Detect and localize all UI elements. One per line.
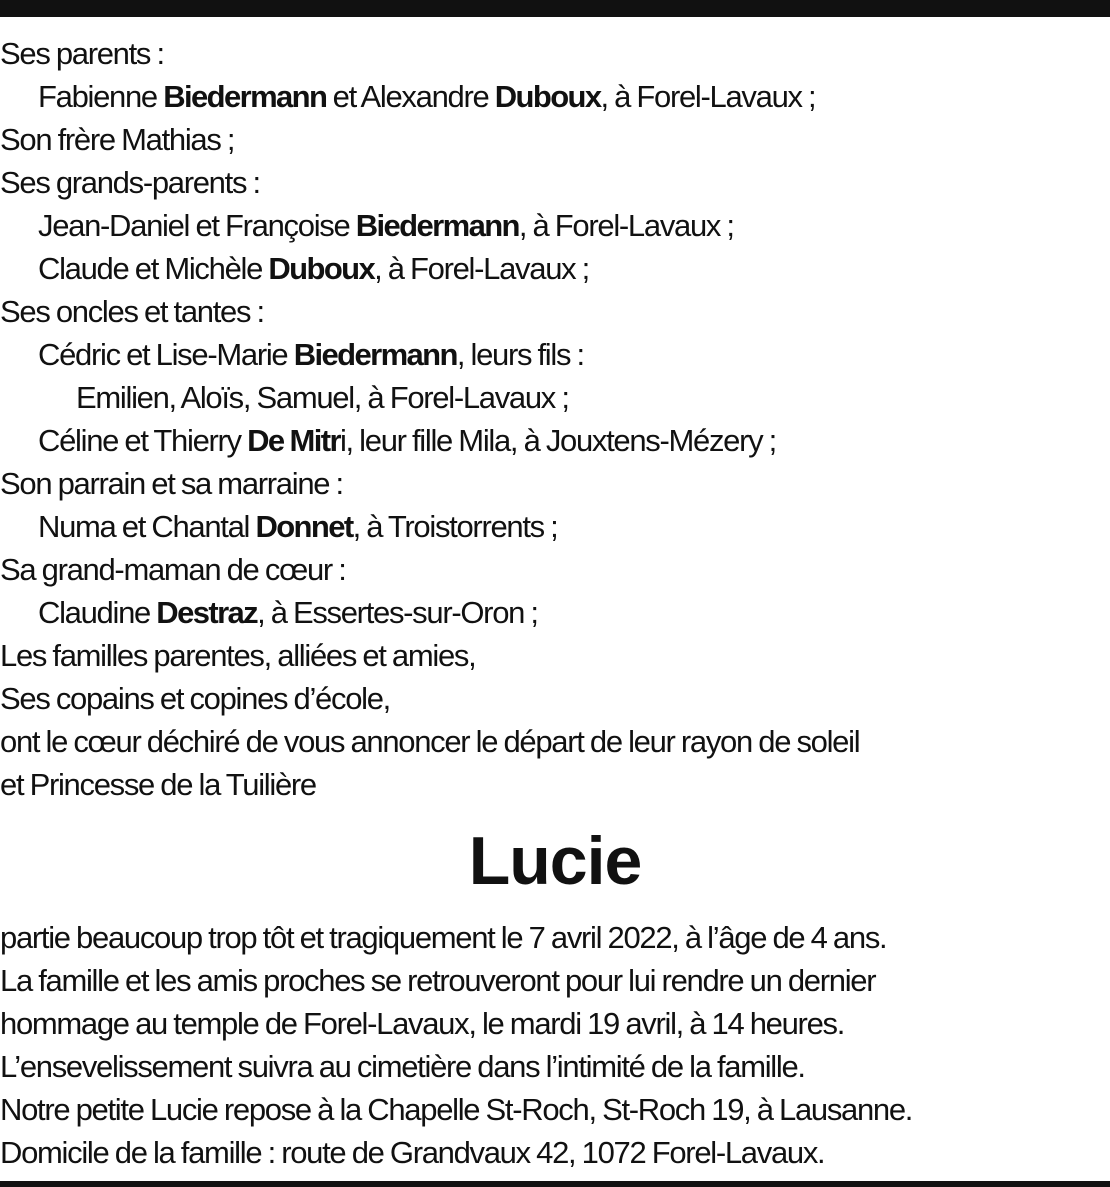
surname: Biedermann bbox=[163, 79, 327, 114]
text-part: Fabienne bbox=[38, 79, 164, 114]
text-part: , leurs fils : bbox=[456, 337, 584, 372]
obituary-notice bbox=[0, 32, 1110, 1174]
announcement-line: et Princesse de la Tuilière bbox=[0, 767, 316, 802]
detail-line: Domicile de la famille : route de Grandvaux 42, 1072 Forel-Lavaux. bbox=[0, 1135, 825, 1170]
friends-line: Ses copains et copines d’école, bbox=[0, 681, 390, 716]
godparents-line bbox=[0, 505, 1110, 548]
uncle-line bbox=[0, 419, 1110, 462]
grandparents-line bbox=[0, 204, 1110, 247]
text-part: , à Essertes-sur-Oron ; bbox=[257, 595, 538, 630]
text-part: et Alexandre bbox=[326, 79, 495, 114]
surname: Donnet bbox=[255, 509, 353, 544]
grandparents-heading: Ses grands-parents : bbox=[0, 165, 260, 200]
text-part: , à Forel-Lavaux ; bbox=[374, 251, 589, 286]
surname: Destraz bbox=[156, 595, 258, 630]
text-part: Claude et Michèle bbox=[38, 251, 269, 286]
text-part: , à Troistorrents ; bbox=[352, 509, 558, 544]
deceased-name: Lucie bbox=[468, 823, 642, 899]
text-part: Cédric et Lise-Marie bbox=[38, 337, 294, 372]
parents-line bbox=[0, 75, 1110, 118]
uncle-line bbox=[0, 333, 1110, 376]
parents-heading: Ses parents : bbox=[0, 36, 164, 71]
detail-line: partie beaucoup trop tôt et tragiquement le 7 avril 2022, à l’âge de 4 ans. bbox=[0, 920, 887, 955]
uncle-sons-line: Emilien, Aloïs, Samuel, à Forel-Lavaux ; bbox=[76, 380, 569, 415]
heart-grandma-heading: Sa grand-maman de cœur : bbox=[0, 552, 346, 587]
detail-line: Notre petite Lucie repose à la Chapelle St-Roch, St-Roch 19, à Lausanne. bbox=[0, 1092, 913, 1127]
grandparents-line bbox=[0, 247, 1110, 290]
text-part: Jean-Daniel et Françoise bbox=[38, 208, 356, 243]
surname: Duboux bbox=[494, 79, 601, 114]
detail-line: L’ensevelissement suivra au cimetière dans l’intimité de la famille. bbox=[0, 1049, 805, 1084]
detail-line: La famille et les amis proches se retrouveront pour lui rendre un dernier bbox=[0, 963, 876, 998]
detail-line: hommage au temple de Forel-Lavaux, le mardi 19 avril, à 14 heures. bbox=[0, 1006, 845, 1041]
text-part: Numa et Chantal bbox=[38, 509, 256, 544]
brother-line: Son frère Mathias ; bbox=[0, 122, 235, 157]
uncles-heading: Ses oncles et tantes : bbox=[0, 294, 264, 329]
surname: De Mitr bbox=[247, 423, 340, 458]
godparents-heading: Son parrain et sa marraine : bbox=[0, 466, 343, 501]
families-line: Les familles parentes, alliées et amies, bbox=[0, 638, 476, 673]
text-part: i, leur fille Mila, à Jouxtens-Mézery ; bbox=[339, 423, 776, 458]
surname: Biedermann bbox=[355, 208, 519, 243]
surname: Biedermann bbox=[293, 337, 457, 372]
text-part: Claudine bbox=[38, 595, 157, 630]
announcement-line: ont le cœur déchiré de vous annoncer le départ de leur rayon de soleil bbox=[0, 724, 860, 759]
text-part: , à Forel-Lavaux ; bbox=[600, 79, 816, 114]
top-rule bbox=[0, 0, 1110, 17]
text-part: Céline et Thierry bbox=[38, 423, 248, 458]
text-part: , à Forel-Lavaux ; bbox=[518, 208, 734, 243]
surname: Duboux bbox=[268, 251, 375, 286]
heart-grandma-line bbox=[0, 591, 1110, 634]
bottom-rule bbox=[0, 1181, 1110, 1187]
